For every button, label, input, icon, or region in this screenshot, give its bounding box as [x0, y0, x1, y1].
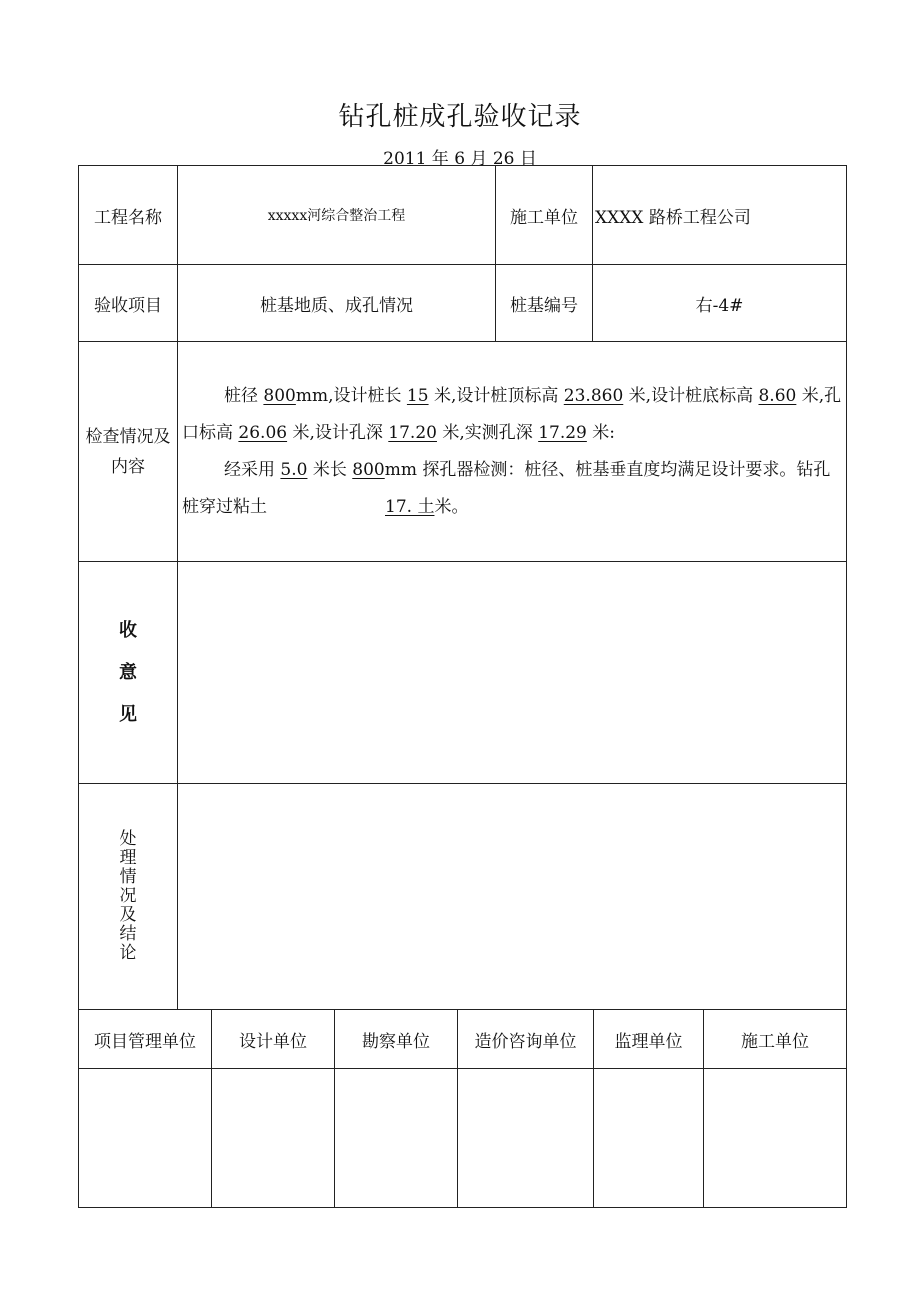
signature-cell — [458, 1069, 594, 1208]
probe-length: 5.0 — [280, 459, 308, 480]
bottom-elevation: 8.60 — [758, 385, 797, 406]
row-handling — [79, 784, 847, 1010]
row-acceptance — [79, 265, 847, 342]
signoff-design: 设计单位 — [212, 1010, 335, 1069]
signoff-header-row — [79, 1010, 847, 1069]
opinion-content — [178, 562, 847, 784]
hole-elevation: 26.06 — [238, 422, 288, 443]
handling-label: 处 理 情 况 及 结 论 — [79, 784, 178, 1010]
row-opinion — [79, 562, 847, 784]
page-title: 钻孔桩成孔验收记录 — [338, 102, 582, 132]
contractor-label: 施工单位 — [496, 166, 593, 265]
clay-depth: 17. 土 — [385, 496, 435, 517]
signoff-signature-row — [79, 1069, 847, 1208]
inspection-label: 检查情况及内容 — [79, 342, 178, 562]
signature-cell — [594, 1069, 704, 1208]
acceptance-item-label: 验收项目 — [79, 265, 178, 342]
measured-depth: 17.29 — [538, 422, 587, 443]
design-length: 15 — [406, 385, 429, 406]
row-project — [79, 166, 847, 265]
signature-cell — [704, 1069, 847, 1208]
project-name-label: 工程名称 — [79, 166, 178, 265]
signoff-table — [78, 1009, 847, 1208]
signoff-construction: 施工单位 — [704, 1010, 847, 1069]
opinion-label: 收 意 见 — [79, 562, 178, 784]
top-elevation: 23.860 — [563, 385, 624, 406]
inspection-content — [178, 342, 847, 562]
project-name-value: xxxxx河综合整治工程 — [178, 166, 496, 265]
handling-content — [178, 784, 847, 1010]
record-form — [78, 165, 846, 1208]
record-date: 2011 年 6 月 26 日 — [383, 149, 537, 169]
signature-cell — [79, 1069, 212, 1208]
signoff-project-management: 项目管理单位 — [79, 1010, 212, 1069]
inspection-paragraph-2: 经采用 5.0 米长 800mm 探孔器检测：桩径、桩基垂直度均满足设计要求。钻孔桩穿过粘土 17. 土米。 — [182, 459, 831, 517]
signoff-survey: 勘察单位 — [335, 1010, 458, 1069]
acceptance-item-value: 桩基地质、成孔情况 — [178, 265, 496, 342]
row-inspection — [79, 342, 847, 562]
signoff-cost-consulting: 造价咨询单位 — [458, 1010, 594, 1069]
signature-cell — [335, 1069, 458, 1208]
contractor-value: XXXX 路桥工程公司 — [593, 166, 847, 265]
pile-number-value: 右-4# — [593, 265, 847, 342]
signoff-supervision: 监理单位 — [594, 1010, 704, 1069]
design-depth: 17.20 — [388, 422, 437, 443]
inspection-paragraph-1: 桩径 800mm,设计桩长 15 米,设计桩顶标高 23.860 米,设计桩底标高 8.60 米,孔口标高 26.06 米,设计孔深 17.20 米,实测孔深 17.29 米: — [182, 385, 842, 443]
pile-number-label: 桩基编号 — [496, 265, 593, 342]
signature-cell — [212, 1069, 335, 1208]
probe-diameter: 800 — [352, 459, 385, 480]
pile-diameter: 800 — [263, 385, 296, 406]
record-table — [78, 165, 847, 1010]
